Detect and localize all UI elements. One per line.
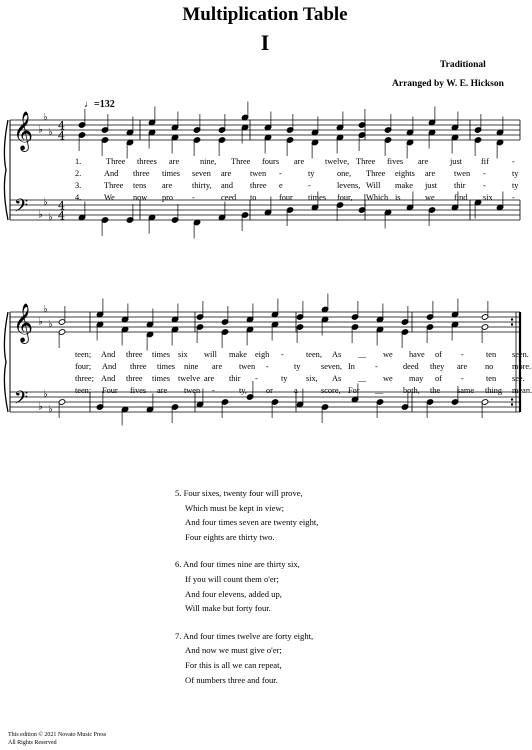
lyric-syllable: -: [461, 350, 464, 359]
time-signature: 4: [58, 199, 65, 213]
lyric-syllable: -: [279, 169, 282, 178]
lyric-syllable: teen,: [306, 350, 322, 359]
lyric-syllable: ceed: [221, 193, 237, 202]
lyric-syllable: three;: [75, 374, 94, 383]
lyric-syllable: We: [104, 193, 115, 202]
lyric-syllable: are: [169, 157, 180, 166]
lyric-syllable: of: [435, 350, 442, 359]
treble-clef: 𝄞: [13, 111, 34, 151]
key-signature-flat: ♭: [38, 209, 43, 221]
lyric-syllable: 3.: [75, 181, 82, 190]
lyric-syllable: just: [425, 181, 437, 190]
key-signature-flat: ♭: [48, 404, 53, 415]
lyric-syllable: nine,: [200, 157, 217, 166]
lyric-syllable: For: [348, 386, 360, 395]
lyric-syllable: pro: [162, 193, 174, 202]
lyric-syllable: are: [157, 386, 168, 395]
source-credit: Traditional: [440, 60, 486, 70]
lyric-syllable: ten: [486, 350, 497, 359]
lyric-syllable: thir: [454, 181, 466, 190]
lyric-syllable: ty: [281, 374, 288, 383]
lyric-syllable: -: [483, 169, 486, 178]
lyric-syllable: deed: [403, 362, 419, 371]
lyric-syllable: threes: [137, 157, 157, 166]
lyric-syllable: fives: [130, 386, 147, 395]
lyric-syllable: to: [250, 193, 257, 202]
verse-stanza: [175, 629, 318, 687]
lyric-syllable: thirty,: [192, 181, 212, 190]
lyric-syllable: times: [152, 374, 170, 383]
lyric-syllable: three: [130, 362, 147, 371]
lyric-syllable: And: [101, 374, 116, 383]
lyric-syllable: In: [348, 362, 355, 371]
verse-line: If you will count them o'er;: [185, 573, 279, 584]
lyric-syllable: make: [229, 350, 247, 359]
key-signature-flat: ♭: [38, 316, 43, 328]
key-signature-flat: ♭: [43, 304, 48, 315]
lyric-syllable: both,: [403, 386, 420, 395]
key-signature-flat: ♭: [38, 124, 43, 136]
lyric-syllable: twen: [239, 362, 256, 371]
lyric-syllable: ty: [308, 169, 315, 178]
lyric-syllable: one,: [337, 169, 352, 178]
lyric-syllable: seven,: [321, 362, 342, 371]
key-signature-flat: ♭: [48, 212, 53, 223]
lyric-syllable: seven: [192, 169, 211, 178]
lyric-syllable: six: [178, 350, 188, 359]
verse-line: Of numbers three and four.: [185, 674, 278, 685]
footer: [8, 731, 106, 747]
lyric-syllable: -: [512, 157, 515, 166]
lyric-syllable: e: [279, 181, 283, 190]
lyric-syllable: thing: [485, 386, 503, 395]
lyric-syllable: mean.: [512, 386, 532, 395]
lyric-syllable: are: [425, 169, 436, 178]
lyric-syllable: 1.: [75, 157, 82, 166]
lyric-syllable: same: [457, 386, 475, 395]
lyric-syllable: are: [294, 157, 305, 166]
lyric-syllable: a: [294, 386, 298, 395]
edition-notice: This edition © 2021 Novato Music Press: [8, 732, 107, 738]
lyric-syllable: ty: [512, 169, 519, 178]
verse-line: Four eights are thirty two.: [185, 531, 275, 542]
lyric-syllable: fours: [262, 157, 280, 166]
lyric-syllable: four,: [337, 193, 353, 202]
lyric-syllable: four: [279, 193, 293, 202]
lyric-syllable: twelve,: [325, 157, 350, 166]
lyric-syllable: score,: [321, 386, 341, 395]
lyric-syllable: Three: [356, 157, 376, 166]
lyric-syllable: or: [266, 386, 273, 395]
verse-line: 6. And four times nine are thirty six,: [175, 559, 300, 570]
lyric-syllable: eights: [395, 169, 415, 178]
lyric-syllable: ty,: [239, 386, 247, 395]
lyric-syllable: just: [450, 157, 462, 166]
lyric-syllable: __: [358, 350, 367, 359]
lyric-syllable: -: [212, 386, 215, 395]
lyric-syllable: nine: [184, 362, 199, 371]
lyric-syllable: find: [454, 193, 468, 202]
lyric-syllable: six: [483, 193, 493, 202]
lyric-syllable: 2.: [75, 169, 82, 178]
lyric-syllable: Which: [366, 193, 389, 202]
lyric-syllable: no: [485, 362, 494, 371]
lyric-syllable: -: [308, 181, 311, 190]
lyric-syllable: twen: [454, 169, 471, 178]
lyric-syllable: now: [133, 193, 148, 202]
lyric-syllable: times: [162, 169, 180, 178]
lyric-syllable: teen;: [75, 350, 92, 359]
lyric-syllable: -: [483, 181, 486, 190]
time-signature: 4: [58, 209, 65, 223]
repeat-dot: [511, 318, 513, 320]
tempo-marking: ♩=132: [84, 99, 115, 110]
repeat-dot: [511, 323, 513, 325]
verse-line: Which must be kept in view;: [185, 502, 285, 513]
treble-clef: 𝄞: [13, 303, 34, 343]
key-signature-flat: ♭: [43, 197, 48, 208]
lyric-syllable: levens,: [337, 181, 361, 190]
lyric-syllable: times: [152, 350, 170, 359]
lyric-syllable: twen: [250, 169, 267, 178]
lyric-syllable: are: [457, 362, 468, 371]
lyric-syllable: see.: [512, 374, 525, 383]
lyric-syllable: are: [204, 374, 215, 383]
lyric-syllable: will: [204, 350, 217, 359]
arranger-credit: Arranged by W. E. Hickson: [392, 79, 504, 89]
lyric-syllable: may: [409, 374, 424, 383]
lyric-syllable: __: [358, 374, 367, 383]
verse-line: And now we must give o'er;: [185, 645, 282, 656]
score-title: Multiplication Table: [182, 4, 348, 25]
lyric-syllable: times: [157, 362, 175, 371]
key-signature-flat: ♭: [43, 112, 48, 123]
lyric-syllable: we: [425, 193, 435, 202]
verse-line: And four elevens, added up,: [185, 588, 282, 599]
lyric-syllable: ty: [294, 362, 301, 371]
lyric-syllable: more.: [512, 362, 532, 371]
lyric-syllable: are: [221, 169, 232, 178]
lyric-syllable: Three: [106, 157, 126, 166]
key-signature-flat: ♭: [38, 401, 43, 413]
lyric-syllable: And: [104, 169, 119, 178]
lyric-syllable: six,: [306, 374, 318, 383]
bass-clef: 𝄢: [14, 388, 29, 413]
lyric-syllable: is: [395, 193, 401, 202]
lyric-syllable: four;: [75, 362, 92, 371]
lyric-syllable: thir: [229, 374, 241, 383]
lyric-syllable: ty: [512, 181, 519, 190]
lyric-syllable: three: [126, 350, 143, 359]
lyric-syllable: -: [512, 193, 515, 202]
lyric-syllable: And: [102, 362, 117, 371]
lyric-syllable: twelve: [178, 374, 201, 383]
lyric-syllable: As: [332, 374, 342, 383]
lyric-syllable: -: [375, 362, 378, 371]
lyric-syllable: -: [266, 362, 269, 371]
repeat-dot: [511, 398, 513, 400]
lyric-syllable: three: [250, 181, 267, 190]
lyric-syllable: twen: [184, 386, 201, 395]
time-signature: 4: [58, 129, 65, 143]
lyric-syllable: Three: [366, 169, 386, 178]
lyric-syllable: have: [409, 350, 425, 359]
key-signature-flat: ♭: [48, 319, 53, 330]
verse-line: For this is all we can repeat,: [185, 659, 282, 670]
lyric-syllable: -: [461, 374, 464, 383]
repeat-dot: [511, 403, 513, 405]
bass-clef: 𝄢: [14, 196, 29, 221]
lyric-syllable: we: [383, 374, 393, 383]
lyric-syllable: -: [255, 374, 258, 383]
lyric-syllable: tens: [133, 181, 147, 190]
lyric-syllable: are: [212, 362, 223, 371]
lyric-syllable: As: [332, 350, 342, 359]
lyric-syllable: eigh: [255, 350, 270, 359]
lyric-syllable: make: [395, 181, 413, 190]
verse-line: And four times seven are twenty eight,: [185, 517, 319, 528]
lyric-syllable: Will: [366, 181, 381, 190]
lyric-syllable: are: [162, 181, 173, 190]
lyric-syllable: teen;: [75, 386, 92, 395]
verse-line: 7. And four times twelve are forty eight,: [175, 630, 314, 641]
lyric-syllable: ten: [486, 374, 497, 383]
score-numeral: I: [260, 30, 270, 55]
lyric-syllable: are: [418, 157, 429, 166]
lyric-syllable: they: [430, 362, 445, 371]
time-signature: 4: [58, 119, 65, 133]
lyric-syllable: times: [308, 193, 326, 202]
verse-stanza: [175, 486, 318, 544]
lyric-syllable: fives: [387, 157, 404, 166]
lyric-syllable: Three: [231, 157, 251, 166]
verse-line: 5. Four sixes, twenty four will prove,: [175, 488, 303, 498]
brace: [4, 120, 8, 220]
lyric-syllable: 4.: [75, 193, 82, 202]
lyric-syllable: __: [375, 386, 384, 395]
key-signature-flat: ♭: [43, 389, 48, 400]
lyric-syllable: seen.: [512, 350, 529, 359]
lyric-syllable: we: [383, 350, 393, 359]
lyric-syllable: And: [101, 350, 116, 359]
lyric-syllable: of: [435, 374, 442, 383]
lyric-syllable: three: [133, 169, 150, 178]
verse-line: Will make but forty four.: [185, 603, 271, 614]
lyric-syllable: and: [221, 181, 233, 190]
lyric-syllable: three: [126, 374, 143, 383]
lyric-syllable: fif: [481, 157, 489, 166]
lyric-syllable: Four: [102, 386, 118, 395]
verse-stanza: [175, 557, 318, 615]
lyric-syllable: -: [192, 193, 195, 202]
lyric-syllable: the: [430, 386, 441, 395]
additional-verses: [175, 486, 318, 700]
rights-notice: All Rights Reserved: [8, 740, 57, 746]
lyric-syllable: Three: [104, 181, 124, 190]
key-signature-flat: ♭: [48, 127, 53, 138]
lyric-syllable: -: [281, 350, 284, 359]
brace: [4, 312, 8, 412]
